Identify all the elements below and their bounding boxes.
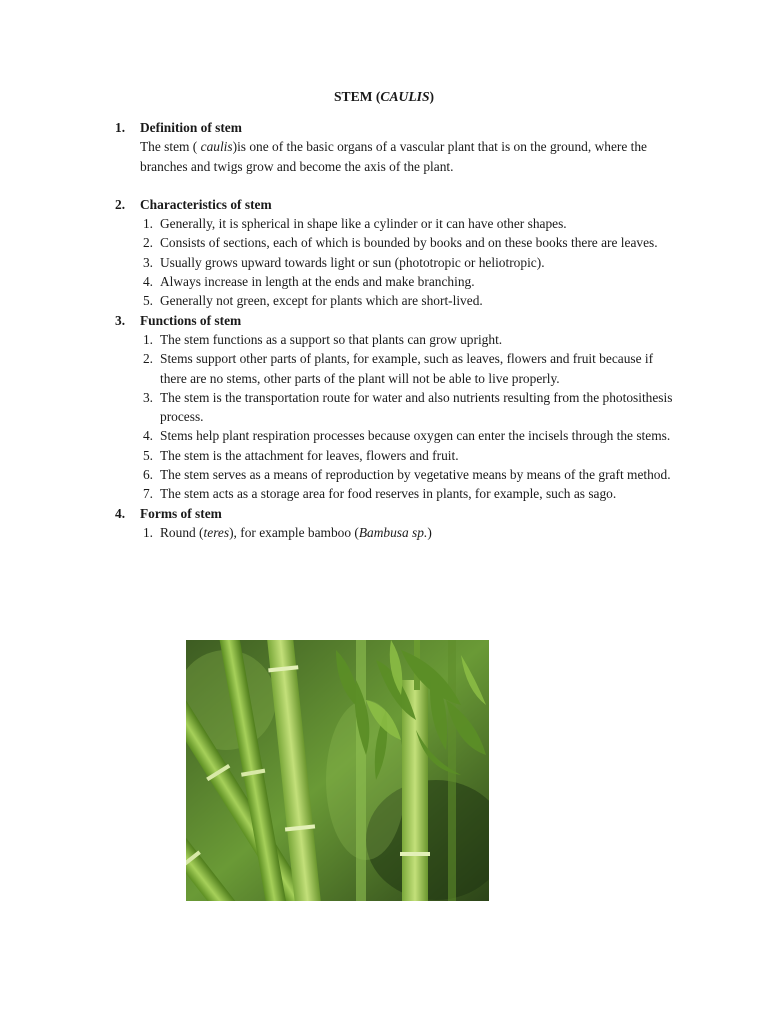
section-number: 1. xyxy=(115,120,126,135)
bamboo-photo xyxy=(186,640,489,901)
functions-list xyxy=(115,330,675,504)
section-heading xyxy=(115,504,675,523)
bamboo-illustration xyxy=(186,640,489,901)
section-definition xyxy=(115,118,675,176)
list-item: 3. Usually grows upward towards light or sun (phototropic or heliotropic). xyxy=(142,254,545,270)
list-item: 2. Stems support other parts of plants, for example, such as leaves, flowers and fruit because if there are no stems, other parts of the plant will not be able to live properly. xyxy=(142,351,654,386)
section-number: 3. xyxy=(115,312,126,328)
list-item: 7. The stem acts as a storage area for food reserves in plants, for example, such as sago. xyxy=(142,486,617,502)
list-item: 5. The stem is the attachment for leaves, flowers and fruit. xyxy=(142,447,459,463)
list-item: 1. Round (teres), for example bamboo (Bambusa sp.) xyxy=(142,524,432,540)
section-characteristics xyxy=(115,195,675,311)
list-item: 1. The stem functions as a support so that plants can grow upright. xyxy=(142,331,503,347)
list-item: 4. Always increase in length at the ends and make branching. xyxy=(142,274,475,290)
list-item: 6. The stem serves as a means of reproduction by vegetative means by means of the graft method. xyxy=(142,467,671,483)
section-forms xyxy=(115,504,675,543)
section-heading xyxy=(115,311,675,330)
list-item: 2. Consists of sections, each of which is bounded by books and on these books there are leaves. xyxy=(142,235,658,251)
list-item: 3. The stem is the transportation route for water and also nutrients resulting from the photosithesis process. xyxy=(142,389,673,425)
definition-text: The stem ( caulis)is one of the basic organs of a vascular plant that is on the ground, where the branches and twigs grow and become the axis of the plant. xyxy=(140,139,647,174)
section-title: Characteristics of stem xyxy=(140,196,272,212)
section-title: Functions of stem xyxy=(140,312,242,328)
section-functions xyxy=(115,311,675,504)
section-title: Forms of stem xyxy=(140,505,222,521)
page-title: STEM (CAULIS) xyxy=(333,89,435,104)
forms-list xyxy=(115,523,675,542)
section-number: 4. xyxy=(115,505,126,521)
section-heading xyxy=(115,118,675,137)
section-heading xyxy=(115,195,675,214)
section-title: Definition of stem xyxy=(140,120,242,135)
list-item: 5. Generally not green, except for plants which are short-lived. xyxy=(142,293,483,309)
list-item: 1. Generally, it is spherical in shape like a cylinder or it can have other shapes. xyxy=(142,216,567,232)
list-item: 4. Stems help plant respiration processes because oxygen can enter the incisels through the stems. xyxy=(142,428,671,444)
document-body xyxy=(115,118,675,542)
characteristics-list xyxy=(115,214,675,310)
section-number: 2. xyxy=(115,196,126,212)
